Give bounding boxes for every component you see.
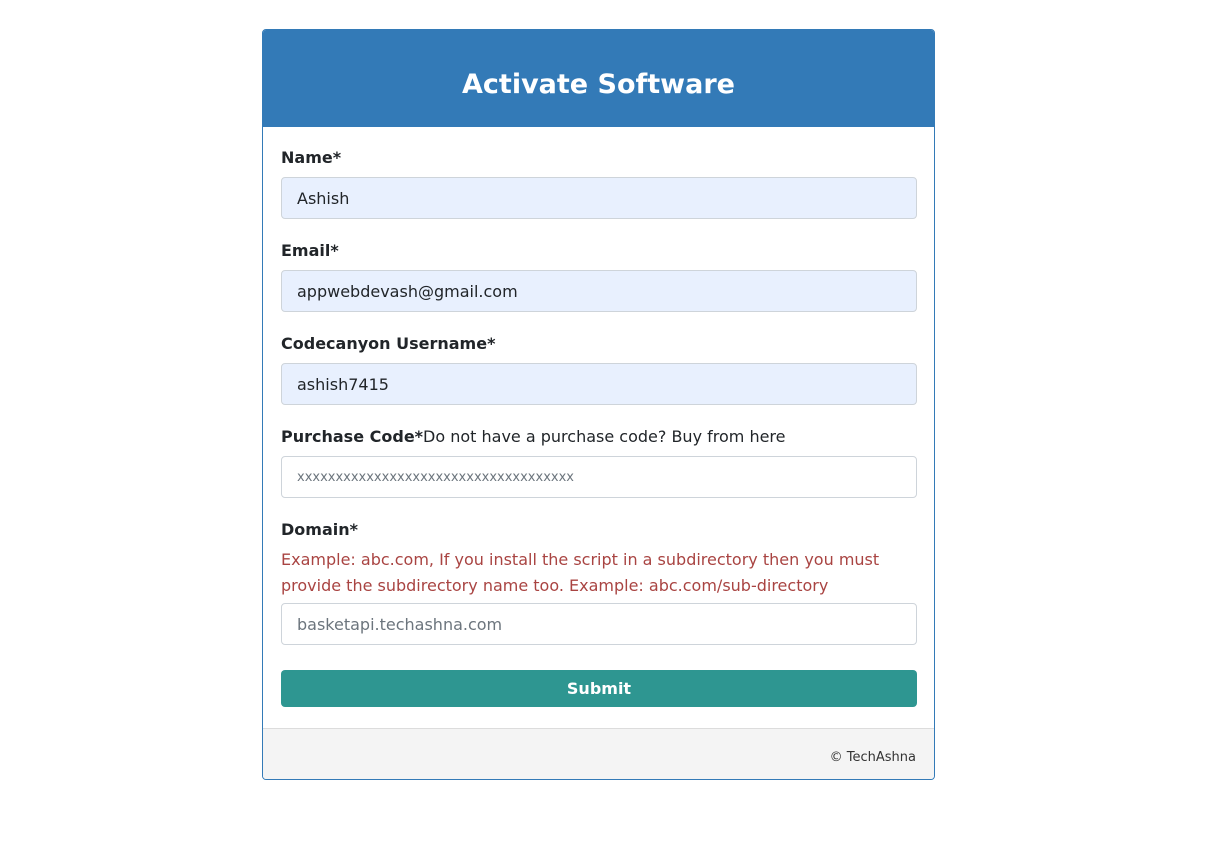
activation-form — [263, 127, 934, 707]
email-input[interactable] — [281, 270, 917, 312]
domain-input[interactable] — [281, 603, 917, 645]
email-label-row — [281, 240, 916, 262]
buy-purchase-code-link[interactable]: Do not have a purchase code? Buy from here — [423, 427, 786, 446]
email-group — [281, 240, 916, 312]
card-footer — [263, 728, 934, 779]
page-title: Activate Software — [462, 69, 735, 100]
name-label-row — [281, 147, 916, 169]
username-input[interactable] — [281, 363, 917, 405]
purchase-code-input[interactable] — [281, 456, 917, 498]
domain-help-text: Example: abc.com, If you install the script in a subdirectory then you must provide the subdirectory name too. Example: abc.com/sub-directory — [281, 550, 880, 595]
domain-label: Domain* — [281, 520, 358, 539]
username-group — [281, 333, 916, 405]
username-label: Codecanyon Username* — [281, 334, 496, 353]
email-label: Email* — [281, 241, 339, 260]
username-label-row — [281, 333, 916, 355]
name-group — [281, 147, 916, 219]
name-input[interactable] — [281, 177, 917, 219]
name-label: Name* — [281, 148, 342, 167]
activation-card — [262, 29, 935, 780]
domain-label-row — [281, 519, 916, 541]
submit-button[interactable]: Submit — [281, 670, 917, 707]
domain-group — [281, 519, 916, 645]
card-header — [263, 30, 934, 127]
copyright-text: © TechAshna — [829, 749, 916, 765]
purchase-code-label: Purchase Code* — [281, 427, 424, 446]
purchase-code-group — [281, 426, 916, 498]
purchase-code-label-row — [281, 426, 916, 448]
